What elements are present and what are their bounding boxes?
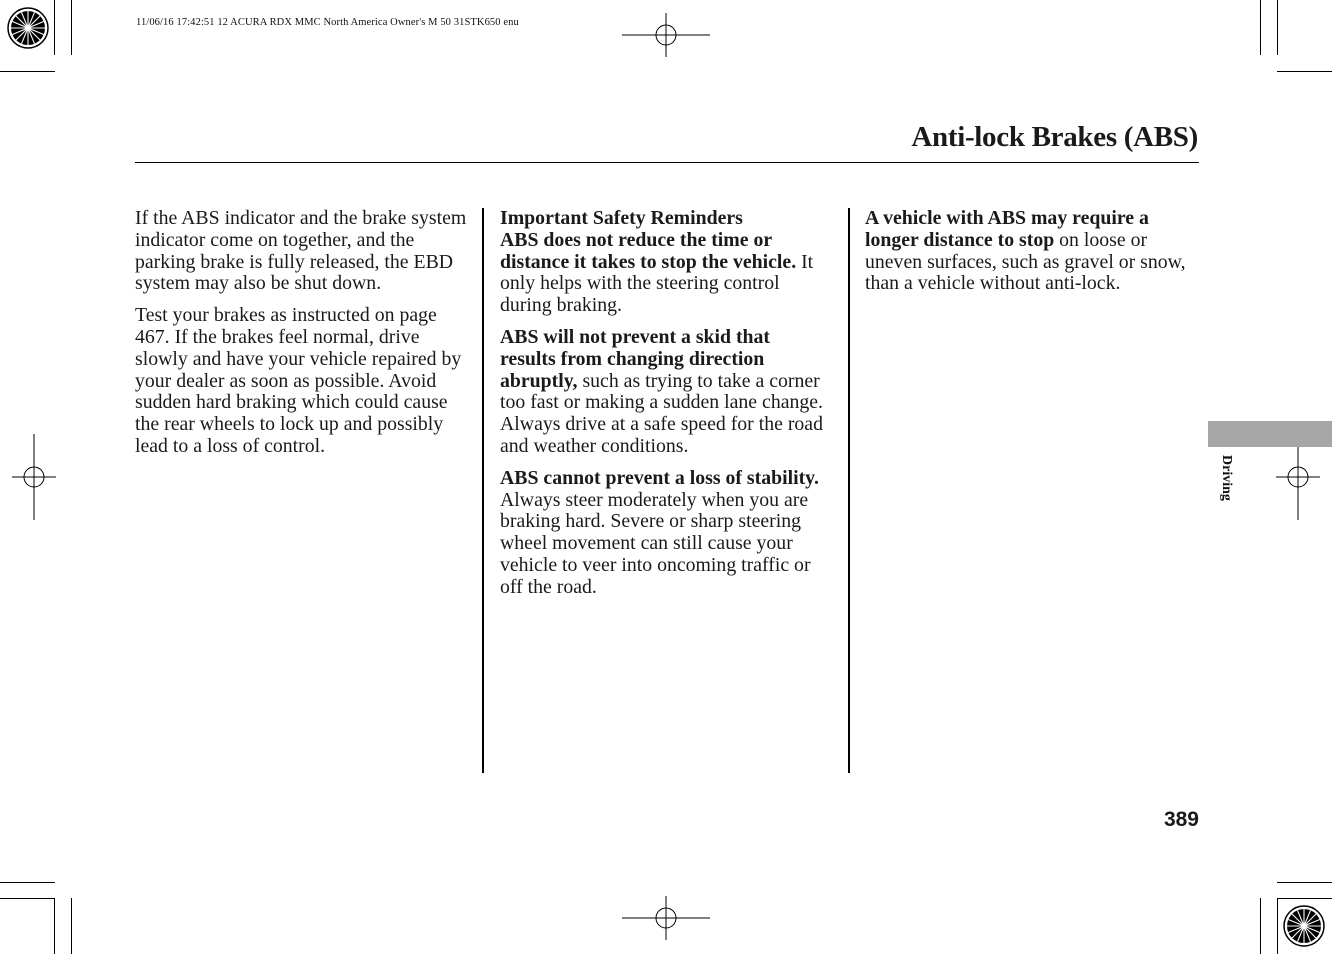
crosshair-icon [622,896,710,940]
crop-mark [54,0,55,55]
page-title: Anti-lock Brakes (ABS) [911,121,1198,153]
paragraph: Test your brakes as instructed on page 467. If the brakes feel normal, drive slowly and have your vehicle repaired by your dealer as soon as possible. Avoid sudden hard braking which could cause the rear wheels to lock up and possibly lead to a loss of control. [135,304,462,457]
paragraph [865,208,1200,295]
print-header: 11/06/16 17:42:51 12 ACURA RDX MMC North America Owner's M 50 31STK650 enu [136,17,519,28]
body-text: such as trying to take a corner too fast or making a sudden lane change. Always drive at a safe speed for the road and weather conditions. [500,369,823,457]
title-rule [135,162,1199,163]
crosshair-icon [12,434,56,520]
crop-mark [54,898,55,954]
crop-mark [1277,898,1332,899]
column-3 [865,208,1200,305]
section-heading: Important Safety Reminders [500,207,743,229]
bold-lead: A vehicle with ABS may require a longer distance to stop [865,207,1149,251]
body-text: Always steer moderately when you are braking hard. Severe or sharp steering wheel movement can still cause your vehicle to veer into oncoming traffic or off the road. [500,488,811,598]
crop-mark [71,0,72,55]
crop-mark [1277,898,1278,954]
crop-mark [1277,0,1278,55]
paragraph [500,468,830,599]
column-divider [848,208,850,773]
crop-mark [0,71,55,72]
bold-lead: ABS cannot prevent a loss of stability. [500,466,819,489]
safety-reminders [500,208,830,317]
crop-mark [71,898,72,954]
section-tab-label: Driving [1219,455,1234,501]
registration-wheel-icon [1282,904,1326,948]
section-tab [1208,421,1332,447]
crop-mark [1260,898,1261,954]
body-text: on loose or uneven surfaces, such as gravel or snow, than a vehicle without anti-lock. [865,228,1186,295]
crop-mark [1277,882,1332,883]
bold-lead: ABS will not prevent a skid that results from changing direction abruptly, [500,325,771,392]
crosshair-icon [622,13,710,57]
registration-wheel-icon [6,6,50,50]
crop-mark [0,882,55,883]
column-divider [482,208,484,773]
body-text: It only helps with the steering control during braking. [500,250,814,317]
bold-lead: ABS does not reduce the time or distance it takes to stop the vehicle. [500,228,797,273]
column-2 [500,208,830,609]
crop-mark [0,898,55,899]
column-1 [135,208,470,468]
crop-mark [1260,0,1261,55]
paragraph: If the ABS indicator and the brake system indicator come on together, and the parking brake is fully released, the EBD system may also be shut down. [135,207,467,295]
paragraph [500,327,830,458]
crop-mark [1277,71,1332,72]
page-number: 389 [1163,808,1199,831]
